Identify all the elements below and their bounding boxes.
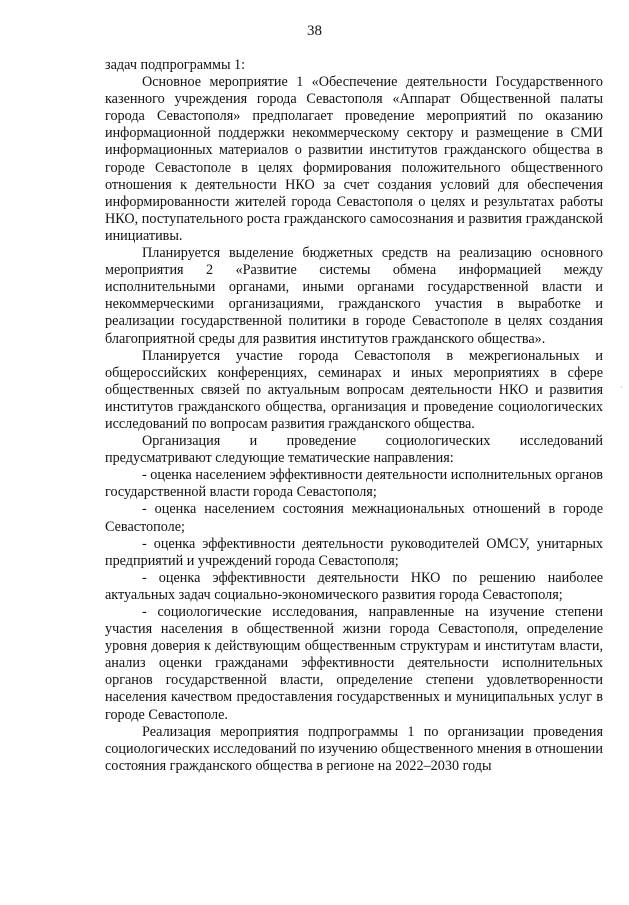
paragraph-main-activity-2: Планируется выделение бюджетных средств на реализацию основного мероприятия 2 «Развитие системы обмена информацией между исполнительными органами, иными органами государственной власти и некоммерческими организациями, гражданского участия в выработке и реализации государственной политики в городе Севастополе в целях создания благоприятной среды для развития институтов гражданского общества». bbox=[105, 245, 603, 347]
paragraph-research-implementation: Реализация мероприятия подпрограммы 1 по организации проведения социологических исследований по изучению общественного мнения в отношении состояния гражданского общества в регионе на 2022–2030 годы bbox=[105, 723, 603, 774]
list-item: - оценка эффективности деятельности НКО по решению наиболее актуальных задач социально-экономического развития города Севастополя; bbox=[105, 569, 603, 603]
paragraph-main-activity-1: Основное мероприятие 1 «Обеспечение деятельности Государственного казенного учреждения города Севастополя «Аппарат Общественной палаты города Севастополя» предполагает проведение мероприятий по оказанию информационной поддержки некоммерческому сектору и размещение в СМИ информационных материалов о развитии институтов гражданского общества в городе Севастополе в целях формирования положительного общественного отношения к деятельности НКО за счет создания условий для обеспечения информированности жителей города Севастополя о целях и результатах работы НКО, поступательного роста гражданского самосознания и развития гражданской инициативы. bbox=[105, 74, 603, 244]
paragraph-intro: задач подпрограммы 1: bbox=[105, 57, 246, 73]
page-number: 38 bbox=[307, 23, 322, 39]
paragraph-conferences: Планируется участие города Севастополя в межрегиональных и общероссийских конференциях, семинарах и иных мероприятиях в сфере общественных связей по актуальным вопросам деятельности НКО и развития институтов гражданского общества, организация и проведение социологических исследований по вопросам развития гражданского общества. bbox=[105, 347, 603, 432]
list-item: - оценка населением состояния межнациональных отношений в городе Севастополе; bbox=[105, 501, 603, 535]
list-item: - социологические исследования, направленные на изучение степени участия населения в общественной жизни города Севастополя, определение уровня доверия к действующим общественным структурам и институтам власти, анализ оценки гражданами эффективности деятельности исполнительных органов государственной власти, определение степени удовлетворенности населения качеством предоставления государственных и муниципальных услуг в городе Севастополе. bbox=[105, 604, 603, 723]
paragraph-research-directions: Организация и проведение социологических исследований предусматривают следующие тематические направления: bbox=[105, 433, 603, 467]
document-body bbox=[105, 57, 603, 775]
scan-speck: · bbox=[620, 383, 623, 392]
list-item: - оценка населением эффективности деятельности исполнительных органов государственной власти города Севастополя; bbox=[105, 467, 603, 501]
list-item: - оценка эффективности деятельности руководителей ОМСУ, унитарных предприятий и учреждений города Севастополя; bbox=[105, 535, 603, 569]
